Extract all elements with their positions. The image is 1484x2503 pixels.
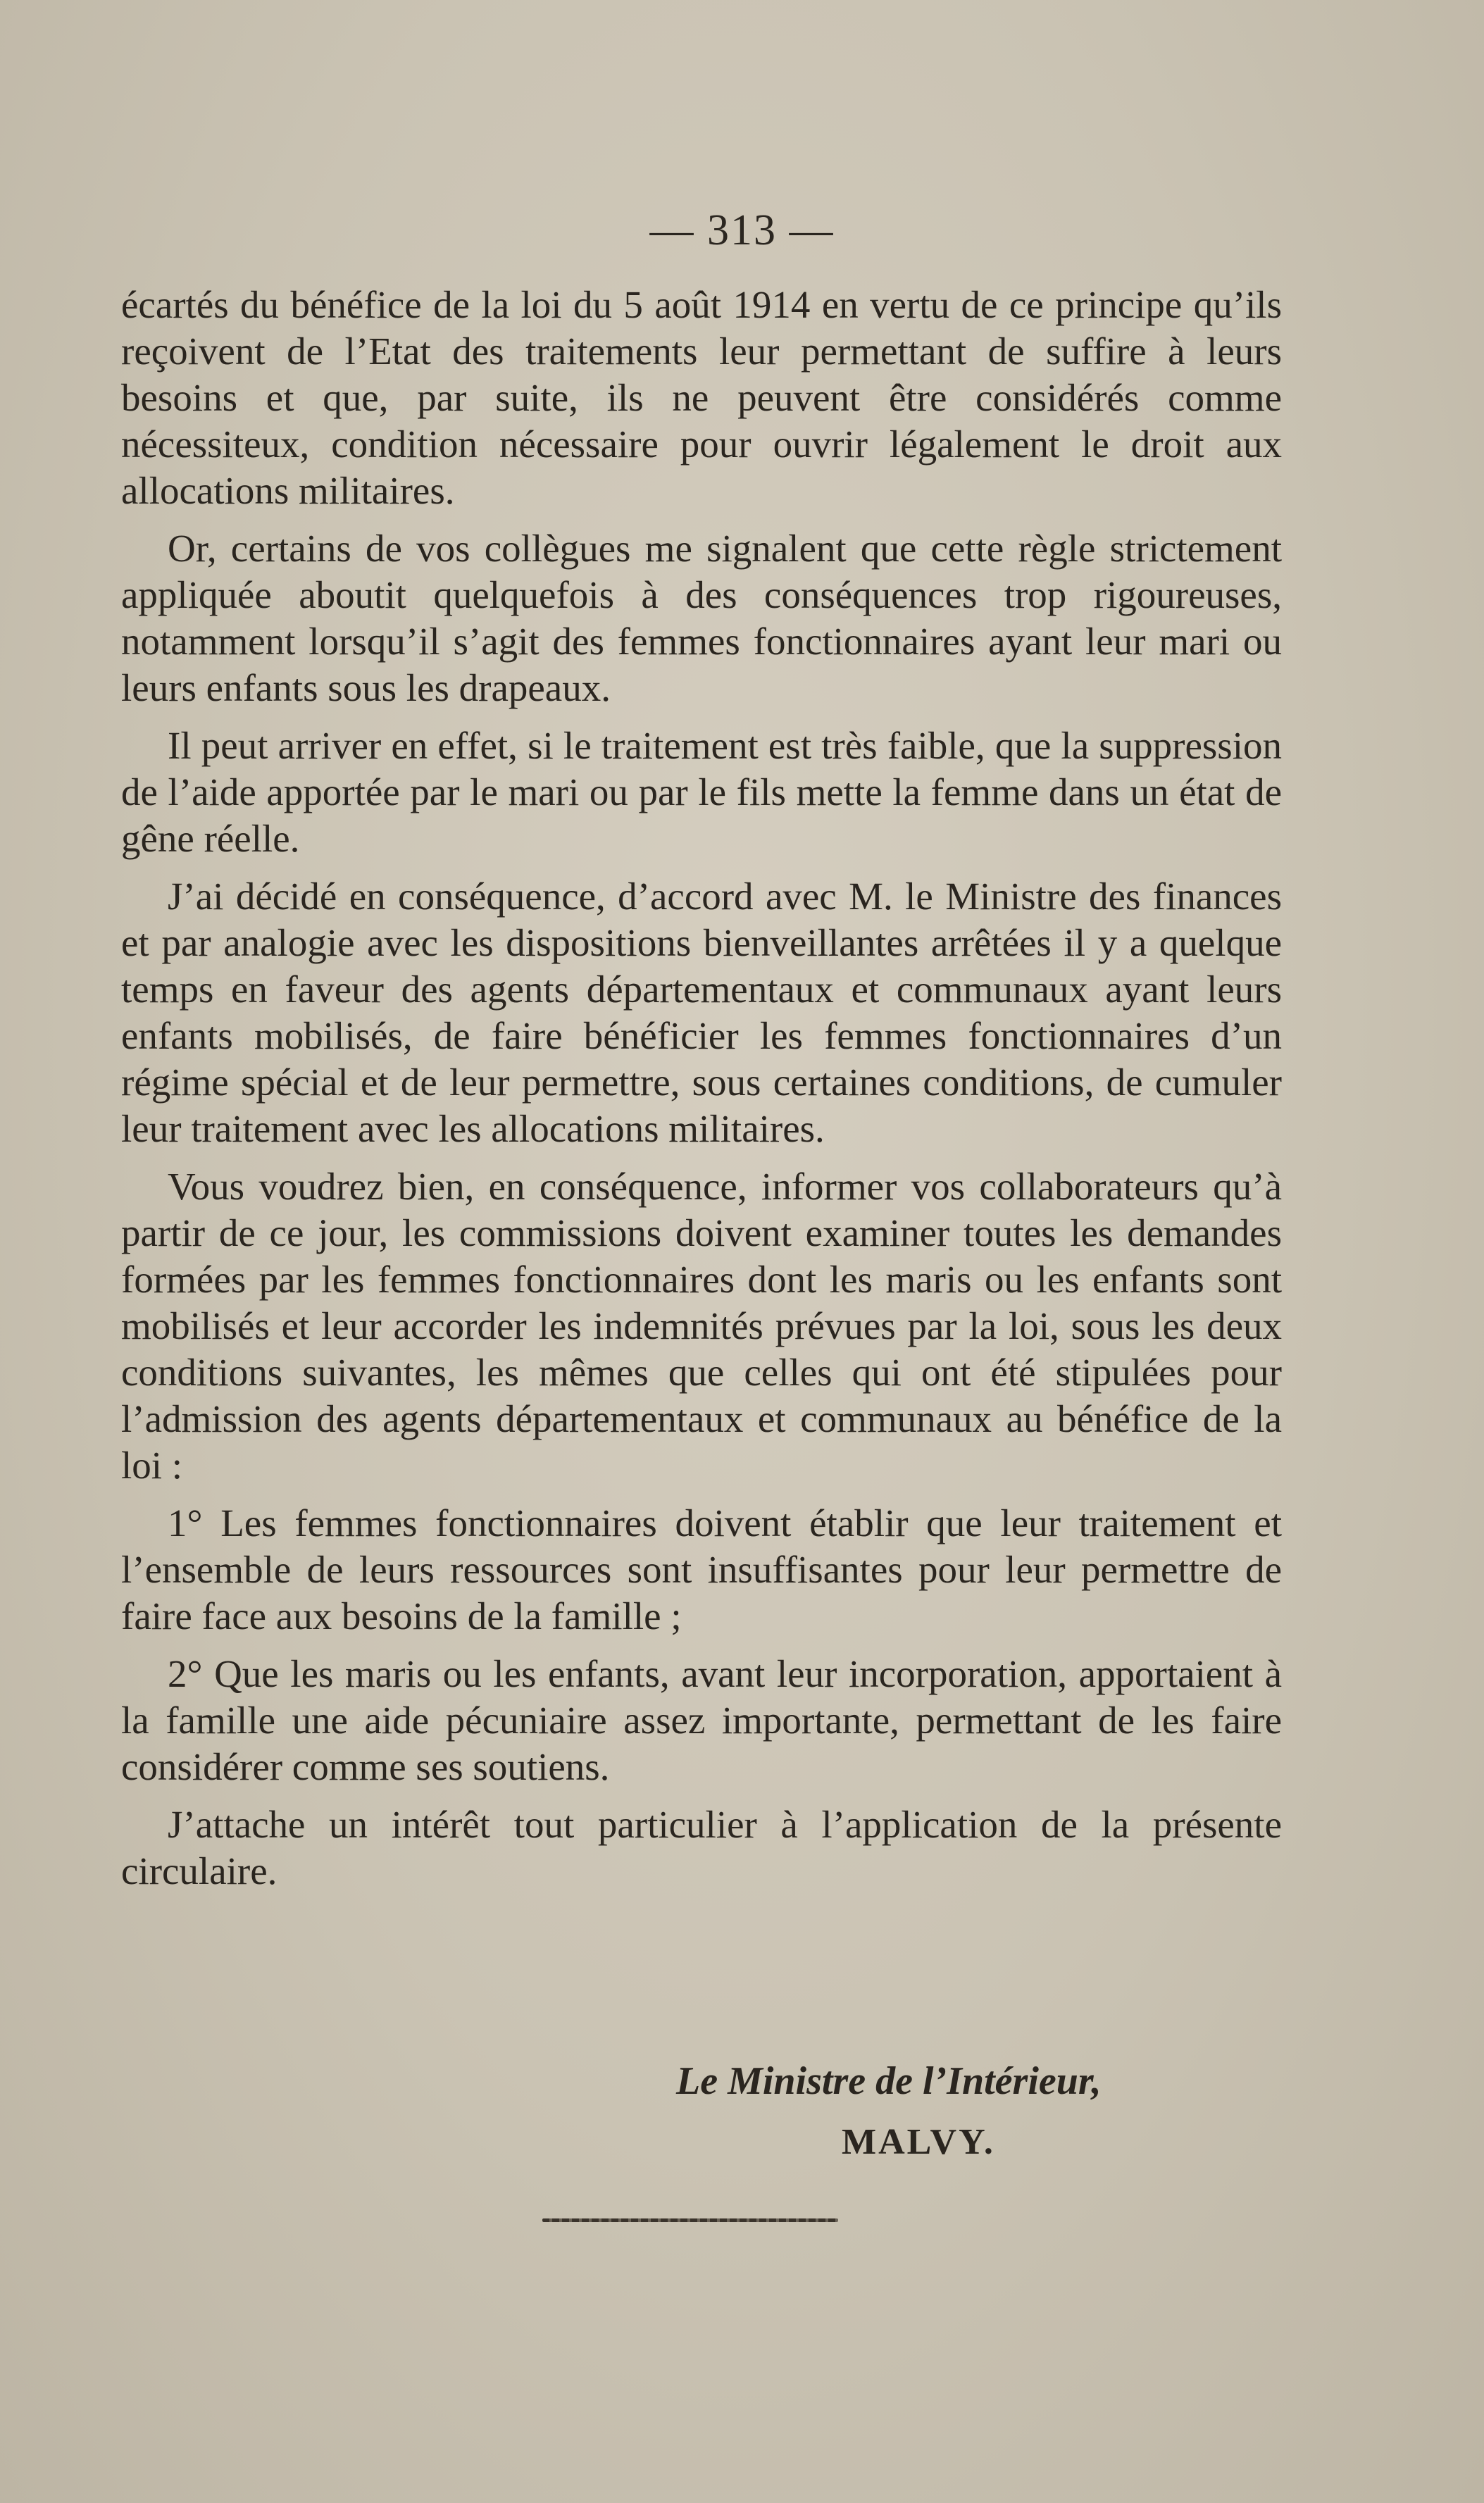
signature-name: MALVY.: [842, 2122, 995, 2162]
circular-body: [121, 282, 1282, 1906]
signature-title: Le Ministre de l’Intérieur,: [676, 2059, 1102, 2103]
paragraph-instructions: Vous voudrez bien, en conséquence, informer vos collaborateurs qu’à partir de ce jour, les commissions doivent examiner toutes les demandes formées par les femmes fonctionnaires dont les maris ou les enfants sont mobilisés et leur accorder les indemnités prévues par la loi, sous les deux conditions suivantes, les mêmes que celles qui ont été stipulées pour l’admission des agents départementaux et communaux au bénéfice de la loi :: [121, 1165, 1282, 1487]
paragraph-decision: J’ai décidé en conséquence, d’accord avec M. le Ministre des finances et par analogie avec les dispositions bienveillantes arrêtées il y a quelque temps en faveur des agents départementaux et communaux ayant leurs enfants mobilisés, de faire bénéficier les femmes fonctionnaires d’un régime spécial et de leur permettre, sous certaines conditions, de cumuler leur traitement avec les allocations militaires.: [121, 875, 1282, 1150]
paragraph-condition-1: 1° Les femmes fonctionnaires doivent établir que leur traitement et l’ensemble de leurs ressources sont insuffisantes pour leur permettre de faire face aux besoins de la famille ;: [121, 1502, 1282, 1637]
paragraph-hardship: Il peut arriver en effet, si le traitement est très faible, que la suppression de l’aide apportée par le mari ou par le fils mette la femme dans un état de gêne réelle.: [121, 724, 1282, 860]
paragraph-continuation: écartés du bénéfice de la loi du 5 août 1914 en vertu de ce principe qu’ils reçoivent de l’Etat des traitements leur permettant de suffire à leurs besoins et que, par suite, ils ne peuvent être considérés comme nécessiteux, condition nécessaire pour ouvrir légalement le droit aux allocations militaires.: [121, 283, 1282, 512]
paragraph-colleagues: Or, certains de vos collègues me signalent que cette règle strictement appliquée aboutit quelquefois à des conséquences trop rigoureuses, notamment lorsqu’il s’agit des femmes fonctionnaires ayant leur mari ou leurs enfants sous les drapeaux.: [121, 527, 1282, 709]
page-number: — 313 —: [649, 206, 835, 254]
signature-block: [676, 2056, 1254, 2163]
paragraph-closing: J’attache un intérêt tout particulier à l’application de la présente circulaire.: [121, 1803, 1282, 1892]
end-divider: [542, 2218, 838, 2222]
paragraph-condition-2: 2° Que les maris ou les enfants, avant leur incorporation, apportaient à la famille une aide pécuniaire assez importante, permettant de les faire considérer comme ses soutiens.: [121, 1652, 1282, 1788]
